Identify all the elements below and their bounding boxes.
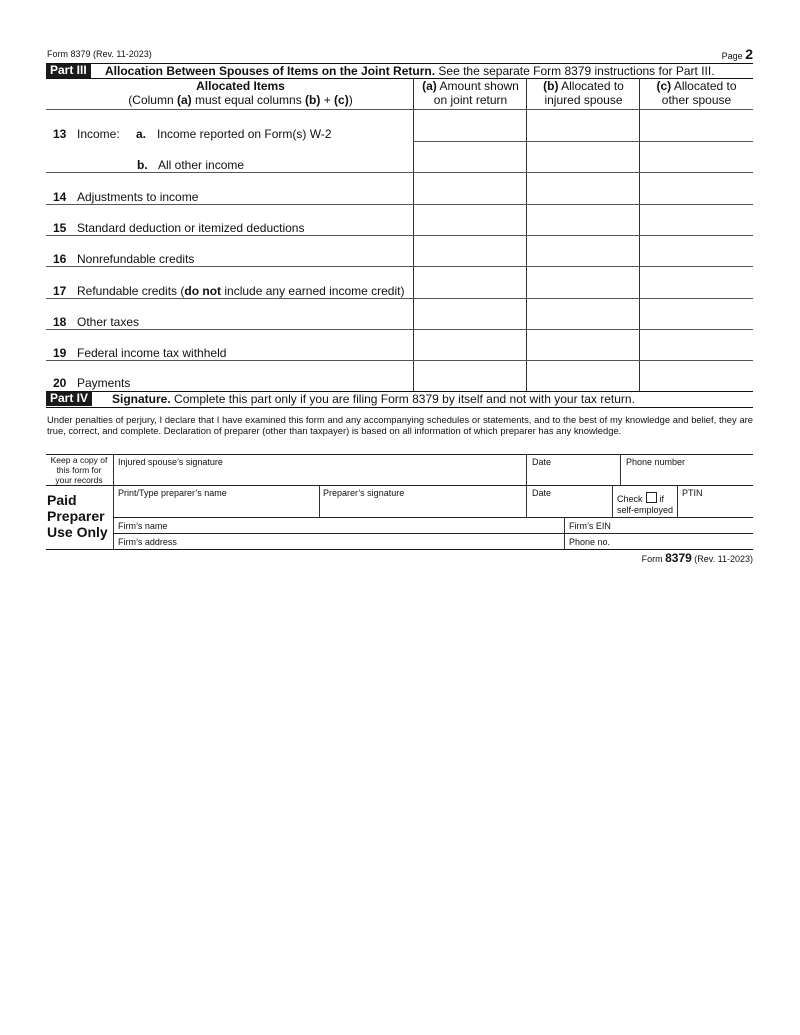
self-employed-checkbox[interactable] [646, 492, 657, 503]
preparer-name-field[interactable]: Print/Type preparer’s name [118, 488, 227, 498]
part4-tag: Part IV [46, 392, 92, 406]
line13a-col-b[interactable] [527, 110, 639, 141]
part4-title-note: Complete this part only if you are filing Form 8379 by itself and not with your tax return. [174, 392, 635, 406]
line16-row: 16 Nonrefundable credits [53, 252, 195, 266]
part4-heading-rule [46, 407, 753, 408]
row-rule [46, 172, 753, 173]
part4-title: Signature. [112, 392, 171, 406]
line17-row: 17 Refundable credits (do not include any earned income credit) [53, 284, 405, 298]
col-items-title: Allocated Items [196, 79, 285, 93]
line19-row: 19 Federal income tax withheld [53, 346, 227, 360]
preparer-date-field[interactable]: Date [532, 488, 552, 498]
footer-form-id: Form 8379 (Rev. 11-2023) [641, 551, 753, 565]
line13a-col-c[interactable] [640, 110, 753, 141]
firm-address-field[interactable]: Firm’s address [118, 537, 177, 547]
page-number: 2 [745, 46, 753, 62]
line-number: 13 [53, 127, 67, 141]
part3-title: Allocation Between Spouses of Items on the Joint Return. [105, 64, 436, 78]
injured-date-field[interactable]: Date [532, 457, 552, 467]
row-rule [46, 360, 753, 361]
line18-row: 18 Other taxes [53, 315, 140, 329]
preparer-signature-field[interactable]: Preparer’s signature [323, 488, 405, 498]
ptin-field[interactable]: PTIN [682, 488, 703, 498]
part3-tag: Part III [46, 64, 91, 78]
line13a-col-a[interactable] [414, 110, 526, 141]
part3-title-note: See the separate Form 8379 instructions for Part III. [438, 64, 715, 78]
firm-phone-field[interactable]: Phone no. [569, 537, 611, 547]
injured-signature-field[interactable]: Injured spouse’s signature [118, 457, 223, 467]
row-rule [413, 141, 753, 142]
col-a-header: (a) Amount shown on joint return [422, 79, 519, 107]
paid-preparer-label: Paid Preparer Use Only [47, 492, 108, 540]
page-indicator [722, 46, 753, 62]
line13-row: 13 Income: a. Income reported on Form(s) W-2 [53, 127, 332, 141]
row-rule [46, 204, 753, 205]
page-label: Page [721, 51, 743, 61]
form-bottom-rule [46, 549, 753, 550]
firm-ein-field[interactable]: Firm’s EIN [569, 521, 611, 531]
line20-row: 20 Payments [53, 376, 131, 390]
line14-row: 14 Adjustments to income [53, 190, 199, 204]
perjury-declaration: Under penalties of perjury, I declare that I have examined this form and any accompanying schedules or statements, and to the best of my knowledge and belief, they are true, correct, and complete. Declaration of preparer (other than taxpayer) is based on all information of which preparer has any knowledge. [47, 414, 753, 436]
form-id: Form 8379 (Rev. 11-2023) [47, 49, 152, 59]
col-b-header: (b) Allocated to injured spouse [543, 79, 624, 107]
line13b-row: b. All other income [137, 158, 245, 172]
firm-name-field[interactable]: Firm’s name [118, 521, 168, 531]
row-rule [46, 329, 753, 330]
part4-heading [112, 392, 635, 406]
col-c-header: (c) Allocated to other spouse [656, 79, 737, 107]
col-items-header [68, 79, 413, 107]
col-items-sub: (Column (a) must equal columns (b) + (c)) [128, 93, 353, 107]
phone-number-field[interactable]: Phone number [626, 457, 686, 467]
row-rule [46, 266, 753, 267]
row-rule [46, 235, 753, 236]
keep-copy-note: Keep a copy of this form for your records [50, 455, 108, 485]
self-employed-cell: Check if self-employed [617, 494, 674, 515]
line15-row: 15 Standard deduction or itemized deductions [53, 221, 305, 235]
part3-heading [105, 64, 715, 78]
row-rule [46, 298, 753, 299]
